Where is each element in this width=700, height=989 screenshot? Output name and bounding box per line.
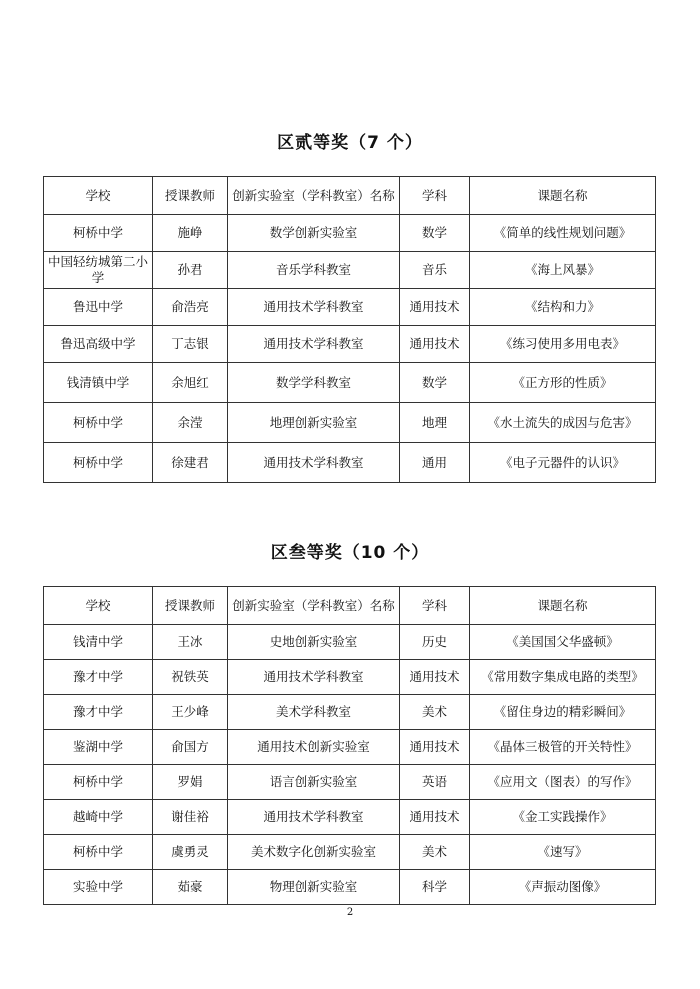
table-header-row: [44, 587, 656, 625]
cell-topic: 《速写》: [470, 835, 656, 870]
table-row: [44, 289, 656, 326]
cell-lab-name: 地理创新实验室: [228, 403, 400, 443]
cell-subject: 通用技术: [400, 326, 470, 363]
cell-lab-name: 数学创新实验室: [228, 215, 400, 252]
cell-school: 豫才中学: [44, 660, 153, 695]
cell-school: 豫才中学: [44, 695, 153, 730]
cell-lab-name: 音乐学科教室: [228, 252, 400, 289]
table-row: [44, 695, 656, 730]
table-row: [44, 363, 656, 403]
second-prize-title: 区贰等奖（7 个）: [277, 133, 423, 153]
cell-subject: 通用技术: [400, 730, 470, 765]
cell-topic: 《正方形的性质》: [470, 363, 656, 403]
third-prize-table: [43, 586, 656, 905]
cell-subject: 历史: [400, 625, 470, 660]
cell-teacher: 余滢: [153, 403, 228, 443]
cell-school: 实验中学: [44, 870, 153, 905]
header-teacher: 授课教师: [153, 177, 228, 215]
header-topic: 课题名称: [470, 177, 656, 215]
cell-lab-name: 美术数字化创新实验室: [228, 835, 400, 870]
cell-teacher: 祝铁英: [153, 660, 228, 695]
cell-subject: 通用: [400, 443, 470, 483]
header-subject: 学科: [400, 587, 470, 625]
page-number: 2: [346, 907, 354, 918]
header-subject: 学科: [400, 177, 470, 215]
cell-lab-name: 通用技术学科教室: [228, 289, 400, 326]
cell-school: 柯桥中学: [44, 215, 153, 252]
cell-subject: 通用技术: [400, 800, 470, 835]
cell-subject: 英语: [400, 765, 470, 800]
cell-topic: 《留住身边的精彩瞬间》: [470, 695, 656, 730]
cell-teacher: 王冰: [153, 625, 228, 660]
cell-topic: 《水土流失的成因与危害》: [470, 403, 656, 443]
header-lab-name: 创新实验室（学科教室）名称: [228, 587, 400, 625]
table-row: [44, 403, 656, 443]
cell-topic: 《电子元器件的认识》: [470, 443, 656, 483]
cell-teacher: 施峥: [153, 215, 228, 252]
header-topic: 课题名称: [470, 587, 656, 625]
header-teacher: 授课教师: [153, 587, 228, 625]
cell-lab-name: 通用技术学科教室: [228, 660, 400, 695]
cell-topic: 《海上风暴》: [470, 252, 656, 289]
cell-topic: 《练习使用多用电表》: [470, 326, 656, 363]
header-school: 学校: [44, 177, 153, 215]
table-row: [44, 625, 656, 660]
table-row: [44, 730, 656, 765]
cell-school: 鉴湖中学: [44, 730, 153, 765]
cell-teacher: 孙君: [153, 252, 228, 289]
cell-teacher: 茹豪: [153, 870, 228, 905]
cell-topic: 《金工实践操作》: [470, 800, 656, 835]
table-row: [44, 326, 656, 363]
cell-teacher: 罗娟: [153, 765, 228, 800]
cell-lab-name: 数学学科教室: [228, 363, 400, 403]
cell-lab-name: 美术学科教室: [228, 695, 400, 730]
cell-topic: 《美国国父华盛顿》: [470, 625, 656, 660]
cell-school: 鲁迅高级中学: [44, 326, 153, 363]
cell-subject: 美术: [400, 835, 470, 870]
cell-school: 柯桥中学: [44, 835, 153, 870]
table-row: [44, 870, 656, 905]
cell-teacher: 王少峰: [153, 695, 228, 730]
table-row: [44, 252, 656, 289]
cell-subject: 科学: [400, 870, 470, 905]
cell-school: 柯桥中学: [44, 443, 153, 483]
cell-teacher: 谢佳裕: [153, 800, 228, 835]
cell-teacher: 丁志银: [153, 326, 228, 363]
cell-topic: 《声振动图像》: [470, 870, 656, 905]
cell-topic: 《常用数字集成电路的类型》: [470, 660, 656, 695]
cell-subject: 数学: [400, 363, 470, 403]
cell-subject: 通用技术: [400, 289, 470, 326]
cell-topic: 《结构和力》: [470, 289, 656, 326]
cell-school: 钱清镇中学: [44, 363, 153, 403]
cell-subject: 美术: [400, 695, 470, 730]
table-row: [44, 800, 656, 835]
cell-school: 柯桥中学: [44, 403, 153, 443]
cell-topic: 《简单的线性规划问题》: [470, 215, 656, 252]
third-prize-title: 区叁等奖（10 个）: [270, 543, 430, 563]
cell-teacher: 俞浩亮: [153, 289, 228, 326]
header-school: 学校: [44, 587, 153, 625]
table-row: [44, 660, 656, 695]
cell-teacher: 徐建君: [153, 443, 228, 483]
cell-lab-name: 通用技术创新实验室: [228, 730, 400, 765]
cell-subject: 通用技术: [400, 660, 470, 695]
cell-school: 柯桥中学: [44, 765, 153, 800]
header-lab-name: 创新实验室（学科教室）名称: [228, 177, 400, 215]
cell-lab-name: 语言创新实验室: [228, 765, 400, 800]
table-header-row: [44, 177, 656, 215]
table-row: [44, 765, 656, 800]
table-row: [44, 215, 656, 252]
second-prize-table: [43, 176, 656, 483]
cell-teacher: 余旭红: [153, 363, 228, 403]
cell-subject: 数学: [400, 215, 470, 252]
table-row: [44, 443, 656, 483]
cell-subject: 音乐: [400, 252, 470, 289]
cell-subject: 地理: [400, 403, 470, 443]
cell-school: 越崎中学: [44, 800, 153, 835]
cell-school: 鲁迅中学: [44, 289, 153, 326]
cell-lab-name: 通用技术学科教室: [228, 800, 400, 835]
cell-school: 中国轻纺城第二小学: [44, 252, 153, 289]
cell-topic: 《晶体三极管的开关特性》: [470, 730, 656, 765]
cell-lab-name: 史地创新实验室: [228, 625, 400, 660]
cell-teacher: 俞国方: [153, 730, 228, 765]
cell-lab-name: 物理创新实验室: [228, 870, 400, 905]
cell-teacher: 虞勇灵: [153, 835, 228, 870]
cell-lab-name: 通用技术学科教室: [228, 326, 400, 363]
cell-lab-name: 通用技术学科教室: [228, 443, 400, 483]
cell-school: 钱清中学: [44, 625, 153, 660]
cell-topic: 《应用文（图表）的写作》: [470, 765, 656, 800]
table-row: [44, 835, 656, 870]
